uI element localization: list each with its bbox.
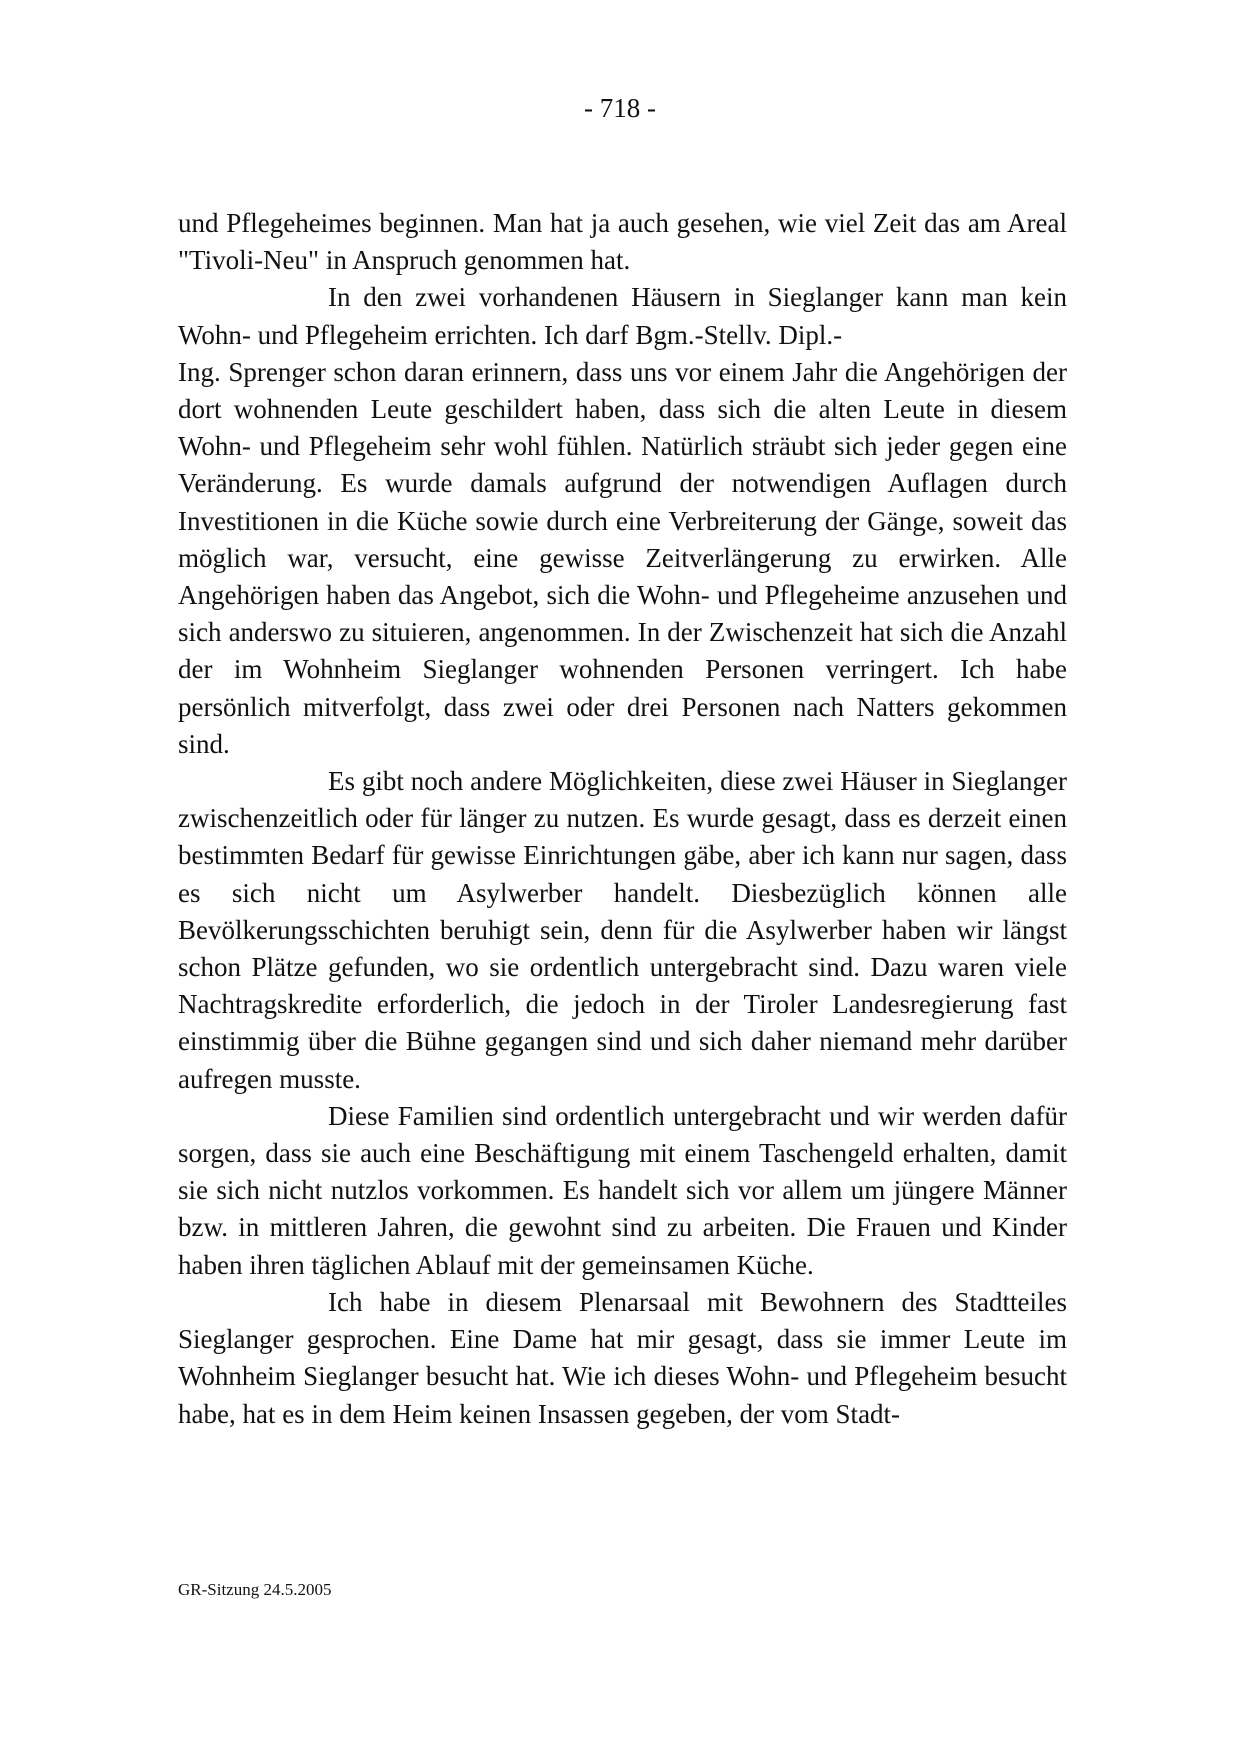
paragraph-2-first-line: In den zwei vorhandenen Häusern in Sieglanger kann man kein Wohn- und Pflegeheim errichten. Ich darf Bgm.-Stellv. Dipl.-	[178, 282, 1067, 350]
document-body	[178, 205, 1067, 1433]
page-number: - 718 -	[584, 93, 656, 123]
paragraph-5: Ich habe in diesem Plenarsaal mit Bewohnern des Stadtteiles Sieglanger gesprochen. Eine Dame hat mir gesagt, dass sie immer Leute im Wohnheim Sieglanger besucht hat. Wie ich dieses Wohn- und Pflegeheim besucht habe, hat es in dem Heim keinen Insassen gegeben, der vom Stadt-	[178, 1286, 1067, 1429]
paragraph-4: Diese Familien sind ordentlich untergebracht und wir werden dafür sorgen, dass sie auch eine Beschäftigung mit einem Taschengeld erhalten, damit sie sich nicht nutzlos vorkommen. Es handelt sich vor allem um jüngere Männer bzw. in mittleren Jahren, die gewohnt sind zu arbeiten. Die Frauen und Kinder haben ihren täglichen Ablauf mit der gemeinsamen Küche.	[178, 1100, 1067, 1280]
paragraph-2-rest: Ing. Sprenger schon daran erinnern, dass uns vor einem Jahr die Angehörigen der dort wohnenden Leute geschildert haben, dass sich die alten Leute in diesem Wohn- und Pflegeheim sehr wohl fühlen. Natürlich sträubt sich jeder gegen eine Veränderung. Es wurde damals aufgrund der notwendigen Auflagen durch Investitionen in die Küche sowie durch eine Verbreiterung der Gänge, soweit das möglich war, versucht, eine gewisse Zeitverlängerung zu erwirken. Alle Angehörigen haben das Angebot, sich die Wohn- und Pflegeheime anzusehen und sich anderswo zu situieren, angenommen. In der Zwischenzeit hat sich die Anzahl der im Wohnheim Sieglanger wohnenden Personen verringert. Ich habe persönlich mitverfolgt, dass zwei oder drei Personen nach Natters gekommen sind.	[178, 356, 1067, 759]
paragraph-2	[178, 279, 1067, 763]
paragraph-3: Es gibt noch andere Möglichkeiten, diese zwei Häuser in Sieglanger zwischenzeitlich oder für länger zu nutzen. Es wurde gesagt, dass es derzeit einen bestimmten Bedarf für gewisse Einrichtungen gäbe, aber ich kann nur sagen, dass es sich nicht um Asylwerber handelt. Diesbezüglich können alle Bevölkerungsschichten beruhigt sein, denn für die Asylwerber haben wir längst schon Plätze gefunden, wo sie ordentlich untergebracht sind. Dazu waren viele Nachtragskredite erforderlich, die jedoch in der Tiroler Landesregierung fast einstimmig über die Bühne gegangen sind und sich daher niemand mehr darüber aufregen musste.	[178, 766, 1067, 1094]
footer-session-date: GR-Sitzung 24.5.2005	[178, 1580, 332, 1599]
paragraph-1: und Pflegeheimes beginnen. Man hat ja auch gesehen, wie viel Zeit das am Areal "Tivoli-Neu" in Anspruch genommen hat.	[178, 208, 1067, 276]
